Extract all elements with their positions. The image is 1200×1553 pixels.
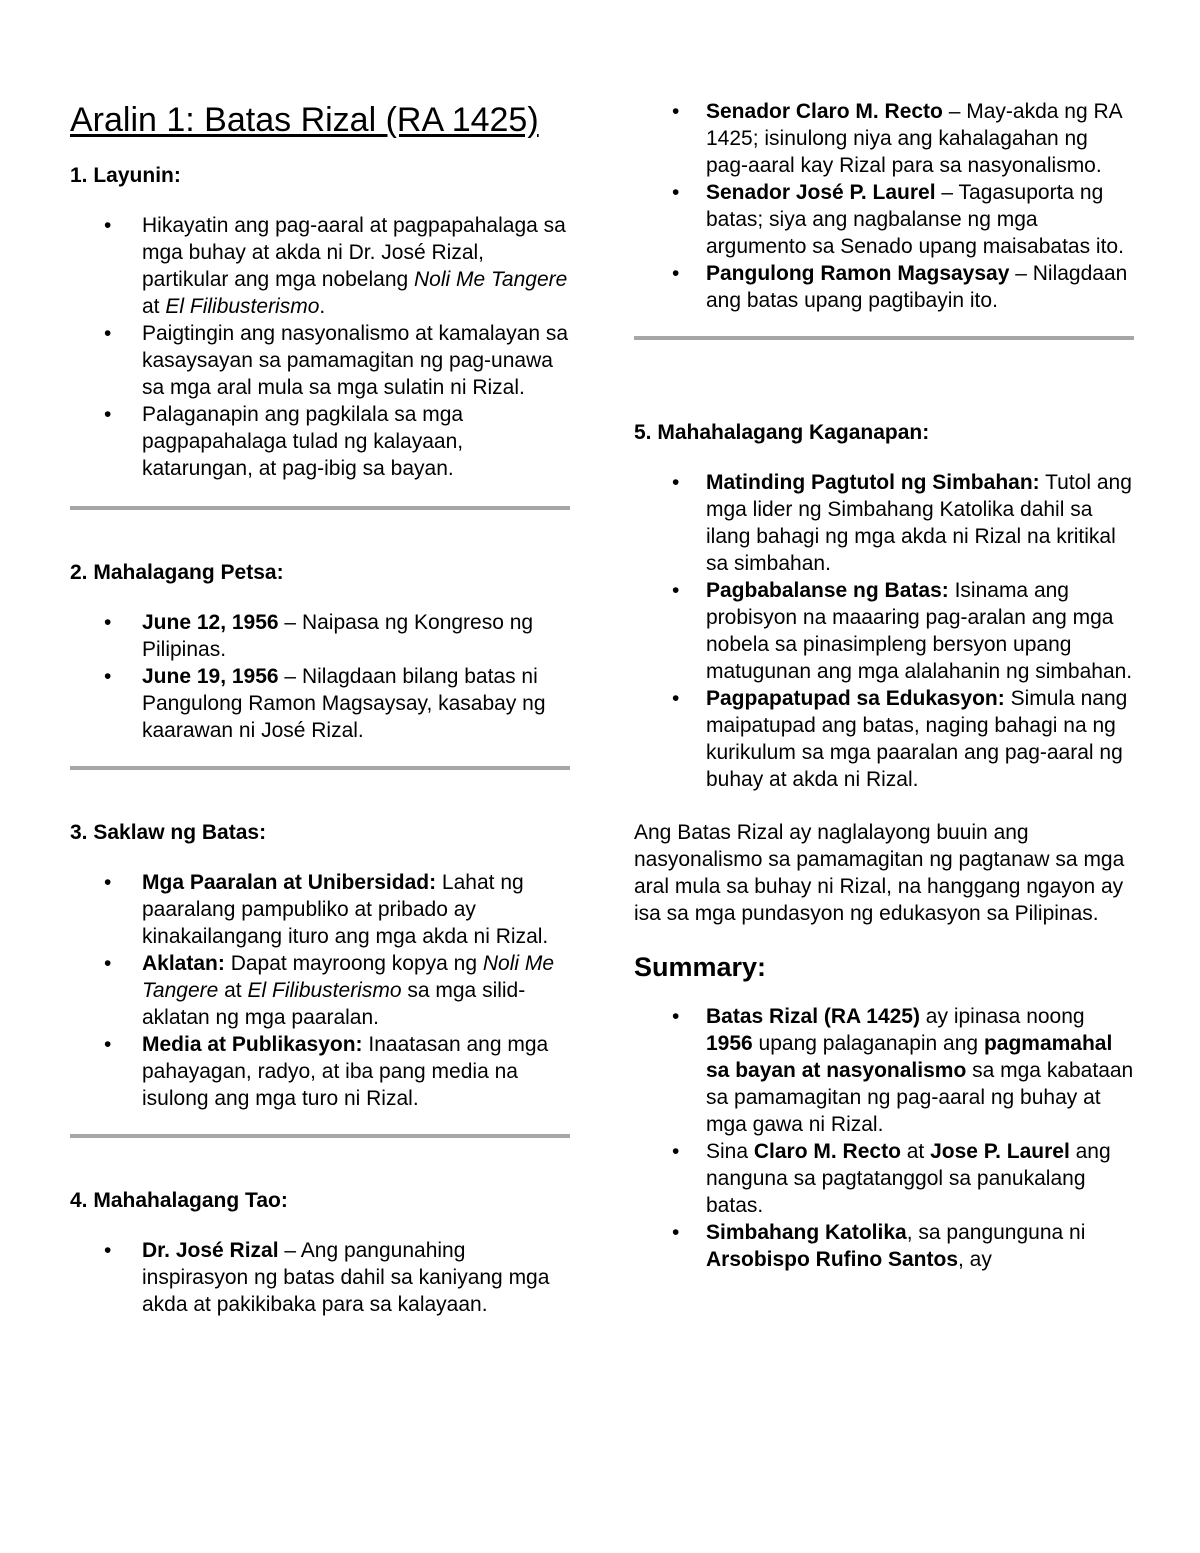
list-item: • Pagpapatupad sa Edukasyon: Simula nang maipatupad ang batas, naging bahagi na ng kurikulum sa mga paaralan ang pag-aaral ng buhay at akda ni Rizal.: [634, 685, 1134, 793]
tao-list-part1: [70, 1237, 570, 1318]
section-heading-tao: 4. Mahahalagang Tao:: [70, 1189, 288, 1212]
left-column: [70, 100, 570, 1318]
kaganapan-list: [634, 469, 1134, 793]
list-item: • Palaganapin ang pagkilala sa mga pagpapahalaga tulad ng kalayaan, katarungan, at pag-ibig sa bayan.: [70, 401, 570, 482]
list-item: • Pagbabalanse ng Batas: Isinama ang probisyon na maaaring pag-aralan ang mga nobela sa pinasimpleng bersyon upang matugunan ang mga alalahanin ng simbahan.: [634, 577, 1134, 685]
list-item: • Batas Rizal (RA 1425) ay ipinasa noong 1956 upang palaganapin ang pagmamahal sa bayan at nasyonalismo sa mga kabataan sa pamamagitan ng pag-aaral ng buhay at mga gawa ni Rizal.: [634, 1003, 1134, 1138]
list-item: • Senador Claro M. Recto – May-akda ng RA 1425; isinulong niya ang kahalagahan ng pag-aaral kay Rizal para sa nasyonalismo.: [634, 98, 1134, 179]
petsa-list: [70, 609, 570, 744]
section-heading-kaganapan: 5. Mahahalagang Kaganapan:: [634, 421, 930, 444]
list-item: • June 12, 1956 – Naipasa ng Kongreso ng Pilipinas.: [70, 609, 570, 663]
saklaw-list: [70, 869, 570, 1112]
section-heading-petsa: 2. Mahalagang Petsa:: [70, 561, 284, 584]
list-item: • Media at Publikasyon: Inaatasan ang mga pahayagan, radyo, at iba pang media na isulong ang mga turo ni Rizal.: [70, 1031, 570, 1112]
list-item: • Aklatan: Dapat mayroong kopya ng Noli Me Tangere at El Filibusterismo sa mga silid-aklatan ng mga paaralan.: [70, 950, 570, 1031]
list-item: • Dr. José Rizal – Ang pangunahing inspirasyon ng batas dahil sa kaniyang mga akda at pakikibaka para sa kalayaan.: [70, 1237, 570, 1318]
summary-list: [634, 1003, 1134, 1273]
list-item: • Mga Paaralan at Unibersidad: Lahat ng paaralang pampubliko at pribado ay kinakailangang ituro ang mga akda ni Rizal.: [70, 869, 570, 950]
section-heading-layunin: 1. Layunin:: [70, 164, 181, 187]
layunin-list: [70, 212, 570, 482]
page-title: Aralin 1: Batas Rizal (RA 1425): [70, 101, 539, 139]
list-item: • Simbahang Katolika, sa pangunguna ni Arsobispo Rufino Santos, ay: [634, 1219, 1134, 1273]
right-column: [634, 98, 1134, 1273]
closing-paragraph: Ang Batas Rizal ay naglalayong buuin ang nasyonalismo sa pamamagitan ng pagtanaw sa mga aral mula sa buhay ni Rizal, na hanggang ngayon ay isa sa mga pundasyon ng edukasyon sa Pilipinas.: [634, 821, 1125, 925]
list-item: • Pangulong Ramon Magsaysay – Nilagdaan ang batas upang pagtibayin ito.: [634, 260, 1134, 314]
list-item: • June 19, 1956 – Nilagdaan bilang batas ni Pangulong Ramon Magsaysay, kasabay ng kaarawan ni José Rizal.: [70, 663, 570, 744]
summary-heading: Summary:: [634, 952, 767, 982]
section-heading-saklaw: 3. Saklaw ng Batas:: [70, 821, 267, 844]
tao-list-part2: [634, 98, 1134, 314]
list-item: • Matinding Pagtutol ng Simbahan: Tutol ang mga lider ng Simbahang Katolika dahil sa ilang bahagi ng mga akda ni Rizal na kritikal sa simbahan.: [634, 469, 1134, 577]
list-item: • Hikayatin ang pag-aaral at pagpapahalaga sa mga buhay at akda ni Dr. José Rizal, partikular ang mga nobelang Noli Me Tangere at El Filibusterismo.: [70, 212, 570, 320]
list-item: • Senador José P. Laurel – Tagasuporta ng batas; siya ang nagbalanse ng mga argumento sa Senado upang maisabatas ito.: [634, 179, 1134, 260]
list-item: • Paigtingin ang nasyonalismo at kamalayan sa kasaysayan sa pamamagitan ng pag-unawa sa mga aral mula sa mga sulatin ni Rizal.: [70, 320, 570, 401]
list-item: • Sina Claro M. Recto at Jose P. Laurel ang nanguna sa pagtatanggol sa panukalang batas.: [634, 1138, 1134, 1219]
